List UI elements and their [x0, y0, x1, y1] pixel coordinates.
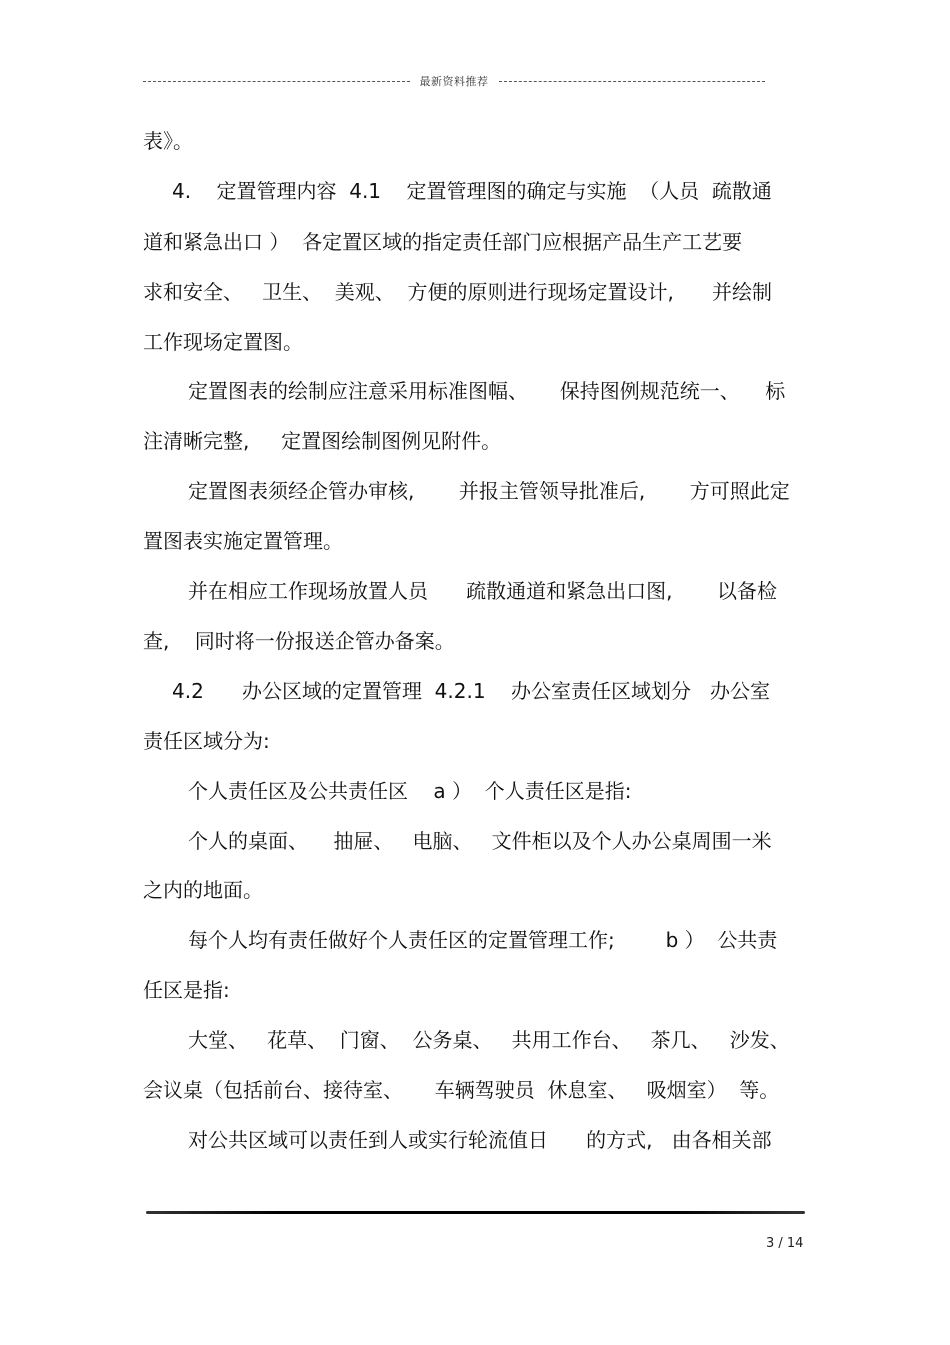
body-line: 大堂、 花草、 门窗、 公务桌、 共用工作台、 茶几、 沙发、 — [188, 1028, 790, 1052]
body-line: 表》。 — [143, 129, 193, 153]
body-line: 任区是指: — [143, 978, 230, 1002]
body-line: 会议桌（包括前台、接待室、 车辆驾驶员 休息室、 吸烟室） 等。 — [143, 1078, 780, 1102]
header-title: 最新资料推荐 — [419, 75, 489, 88]
body-line: 责任区域分为: — [143, 729, 270, 753]
header-rule-right — [499, 81, 766, 82]
body-line: 定置图表的绘制应注意采用标准图幅、 保持图例规范统一、 标 — [188, 379, 786, 403]
page-number: 3 / 14 — [766, 1236, 804, 1251]
body-line: 个人责任区及公共责任区 a ） 个人责任区是指: — [188, 779, 632, 803]
body-line: 对公共区域可以责任到人或实行轮流值日 的方式, 由各相关部 — [188, 1128, 772, 1152]
body-line: 求和安全、 卫生、 美观、 方便的原则进行现场定置设计, 并绘制 — [143, 280, 773, 304]
body-line: 个人的桌面、 抽屉、 电脑、 文件柜以及个人办公桌周围一米 — [188, 829, 772, 853]
body-line: 注清晰完整, 定置图绘制图例见附件。 — [143, 429, 502, 453]
body-line: 查, 同时将一份报送企管办备案。 — [143, 629, 455, 653]
footer-rule — [146, 1211, 805, 1214]
page-header — [143, 72, 765, 90]
body-line: 每个人均有责任做好个人责任区的定置管理工作; b ） 公共责 — [188, 928, 778, 952]
body-line: 定置图表须经企管办审核, 并报主管领导批准后, 方可照此定 — [188, 479, 790, 503]
body-line: 道和紧急出口 ） 各定置区域的指定责任部门应根据产品生产工艺要 — [143, 230, 743, 254]
body-line: 置图表实施定置管理。 — [143, 529, 343, 553]
body-line: 并在相应工作现场放置人员 疏散通道和紧急出口图, 以备检 — [188, 579, 778, 603]
body-line: 之内的地面。 — [143, 878, 263, 902]
header-rule-left — [143, 81, 410, 82]
body-line: 4.2 办公区域的定置管理 4.2.1 办公室责任区域划分 办公室 — [172, 679, 771, 703]
body-line: 工作现场定置图。 — [143, 330, 303, 354]
body-line: 4. 定置管理内容 4.1 定置管理图的确定与实施 （人员 疏散通 — [172, 179, 772, 203]
